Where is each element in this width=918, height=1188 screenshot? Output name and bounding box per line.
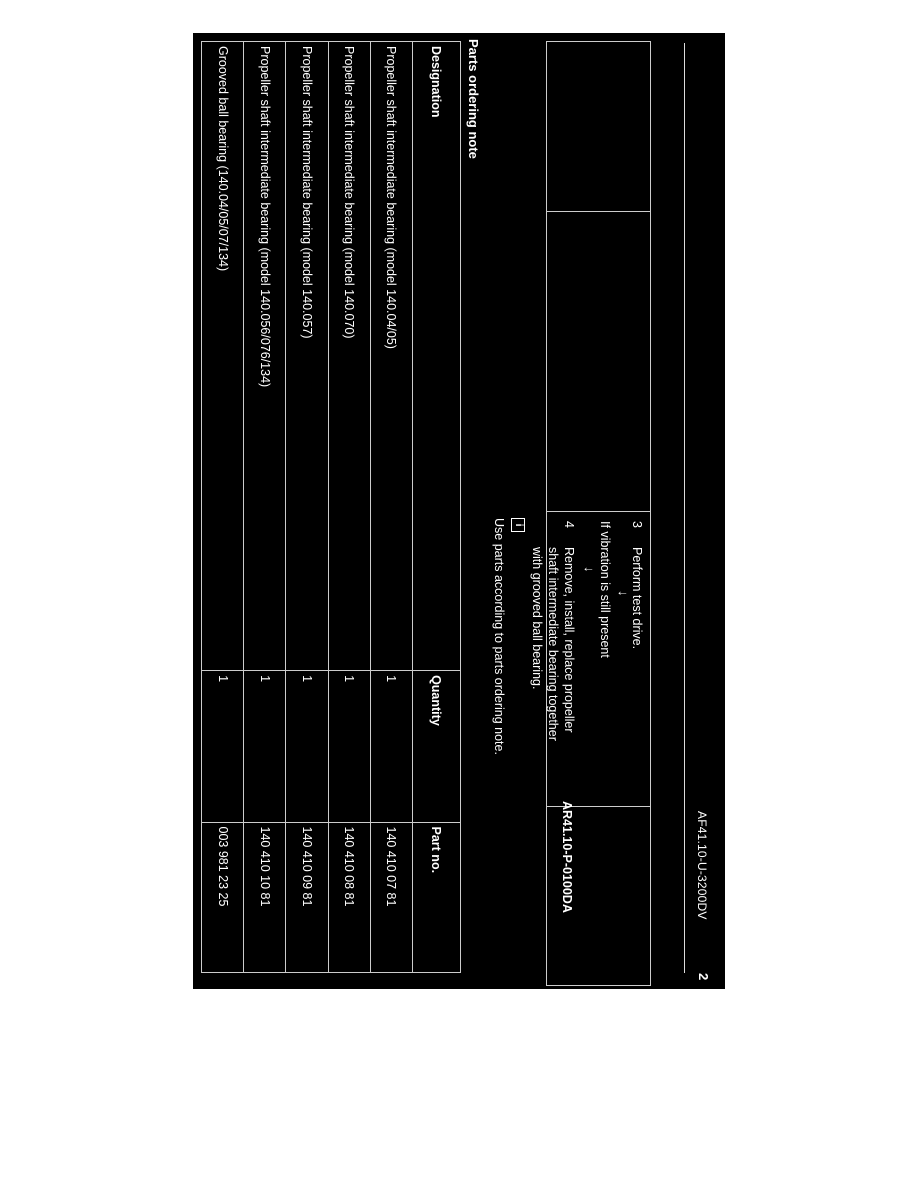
- table-cell: Grooved ball bearing (140.04/05/07/134): [202, 42, 244, 671]
- section-title: Parts ordering note: [466, 39, 481, 159]
- document-code: AF41.10-U-3200DV: [695, 811, 709, 920]
- table-row: [328, 42, 370, 973]
- rotated-content: [193, 33, 725, 989]
- page-number: 2: [696, 973, 711, 981]
- table-cell: 003 981 23 25: [202, 822, 244, 972]
- table-cell: 1: [286, 671, 328, 822]
- table-cell: 1: [244, 671, 286, 822]
- info-text: Use parts according to parts ordering note.: [492, 518, 506, 755]
- table-cell: Propeller shaft intermediate bearing (model 140.056/076/134): [244, 42, 286, 671]
- parts-table: [201, 41, 461, 973]
- table-cell: 140 410 08 81: [328, 822, 370, 972]
- procedure-cell: [547, 42, 651, 212]
- column-header: Quantity: [412, 671, 460, 822]
- step-number: 3: [630, 521, 644, 528]
- down-arrow-icon: ↓: [616, 590, 631, 597]
- header-rule: [684, 43, 685, 973]
- table-cell: 1: [370, 671, 412, 822]
- scanned-page: [193, 33, 725, 989]
- column-header: Designation: [412, 42, 460, 671]
- down-arrow-icon: ↓: [582, 566, 597, 573]
- step-text-line: with grooved ball bearing.: [530, 547, 544, 690]
- step-text: Perform test drive.: [630, 547, 644, 650]
- table-row: [202, 42, 244, 973]
- step-text-line: Remove, install, replace propeller: [562, 547, 576, 733]
- table-cell: 140 410 10 81: [244, 822, 286, 972]
- table-cell: 140 410 07 81: [370, 822, 412, 972]
- table-header-row: [412, 42, 460, 973]
- table-cell: 1: [328, 671, 370, 822]
- table-cell: Propeller shaft intermediate bearing (model 140.070): [328, 42, 370, 671]
- step-text-line: shaft intermediate bearing together: [546, 547, 560, 741]
- procedure-cell: [547, 212, 651, 511]
- reference-link[interactable]: AR41.10-P-0100DA: [560, 801, 574, 913]
- column-header: Part no.: [412, 822, 460, 972]
- table-cell: 1: [202, 671, 244, 822]
- table-cell: Propeller shaft intermediate bearing (model 140.057): [286, 42, 328, 671]
- table-cell: Propeller shaft intermediate bearing (model 140.04/05): [370, 42, 412, 671]
- condition-text: If vibration is still present: [598, 521, 612, 658]
- table-row: [286, 42, 328, 973]
- table-row: [370, 42, 412, 973]
- table-cell: 140 410 09 81: [286, 822, 328, 972]
- table-row: [244, 42, 286, 973]
- step-number: 4: [562, 521, 576, 528]
- info-icon: i: [511, 518, 525, 532]
